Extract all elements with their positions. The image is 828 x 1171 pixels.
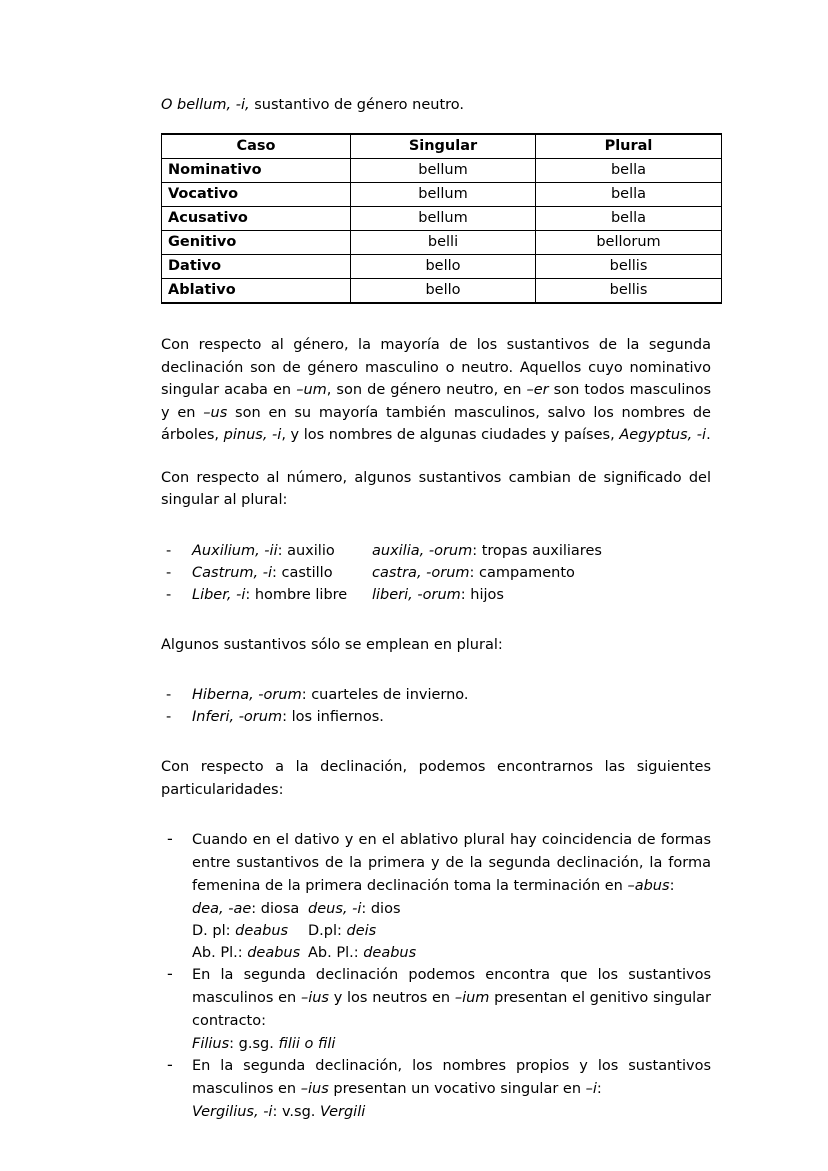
column-header-plural: Plural <box>536 134 722 159</box>
cell-caso: Ablativo <box>162 279 351 304</box>
gender-text-4: son en su mayoría también masculinos, salvo los nombres de árboles, <box>161 404 711 443</box>
particularities-list <box>161 829 711 1123</box>
gloss: : dios <box>361 901 401 917</box>
italic-ius: –ius <box>300 1081 329 1097</box>
example-line <box>192 1033 711 1055</box>
latin-form: deis <box>346 923 377 939</box>
table-row <box>162 159 722 183</box>
list-item-content <box>192 709 384 725</box>
gloss: : hombre libre <box>245 586 348 603</box>
intro-rest: sustantivo de género neutro. <box>249 97 465 113</box>
cell-plural: bella <box>536 207 722 231</box>
gloss: : campamento <box>469 564 575 581</box>
cell-caso: Genitivo <box>162 231 351 255</box>
text-part-1: Cuando en el dativo y en el ablativo plural hay coincidencia de formas entre sustantivos de la primera y de la segunda declinación, la forma femenina de la primera declinación toma la terminación en <box>192 832 711 894</box>
list-item <box>161 562 711 584</box>
plural-only-list <box>161 684 711 728</box>
latin-term: castra, -orum <box>372 564 470 581</box>
spacer <box>161 742 711 756</box>
singular-entry <box>192 562 372 584</box>
intro-italic-term: O bellum, -i, <box>161 97 250 113</box>
latin-term: dea, -ae <box>192 901 252 917</box>
example-line <box>192 1101 711 1123</box>
column-header-singular: Singular <box>351 134 536 159</box>
plural-entry <box>372 562 575 584</box>
latin-term: deus, -i <box>308 901 362 917</box>
cell-caso: Nominativo <box>162 159 351 183</box>
text-part-2: : <box>669 878 675 894</box>
cell-plural: bellis <box>536 279 722 304</box>
latin-term: Castrum, -i <box>192 564 273 581</box>
example-line <box>192 898 711 920</box>
cell-caso: Vocativo <box>162 183 351 207</box>
italic-ius: –ius <box>300 990 329 1006</box>
cell-singular: bello <box>351 279 536 304</box>
list-item-body <box>192 1055 711 1101</box>
cell-plural: bellis <box>536 255 722 279</box>
gender-italic-um: –um <box>296 382 327 398</box>
dash-bullet: - <box>166 687 172 703</box>
gender-italic-us: –us <box>203 404 228 421</box>
gloss: : hijos <box>460 586 504 603</box>
table-row <box>162 279 722 304</box>
declension-table <box>161 133 722 304</box>
number-change-list <box>161 540 711 606</box>
intro-line <box>161 96 711 115</box>
list-item-content <box>192 562 711 584</box>
document-page <box>161 96 711 1123</box>
latin-term: liberi, -orum <box>372 586 461 603</box>
list-item <box>161 540 711 562</box>
latin-term: Auxilium, -ii <box>192 542 278 559</box>
italic-abus: –abus <box>627 878 670 894</box>
text-part-3: presentan el genitivo singular contracto: <box>192 990 712 1029</box>
text-part-2: y los neutros en <box>329 990 455 1006</box>
example-line <box>192 920 711 942</box>
singular-entry <box>192 584 372 606</box>
latin-term: Vergilius, -i <box>192 1104 273 1120</box>
latin-form: deabus <box>235 923 289 939</box>
paragraph-plural-only: Algunos sustantivos sólo se emplean en plural: <box>161 636 503 653</box>
cell-plural: bella <box>536 159 722 183</box>
dash-bullet: - <box>166 564 172 581</box>
text-part-3: : <box>596 1081 602 1097</box>
cell-singular: bellum <box>351 207 536 231</box>
list-item <box>161 584 711 606</box>
dash-bullet: - <box>166 586 172 603</box>
gender-italic-aegyptus: Aegyptus, -i <box>619 427 707 443</box>
example-line <box>192 942 711 964</box>
cell-plural: bellorum <box>536 231 722 255</box>
list-item-body <box>192 964 711 1033</box>
italic-ium: –ium <box>454 990 490 1006</box>
cell-caso: Dativo <box>162 255 351 279</box>
italic-i: –i <box>585 1081 597 1097</box>
spacer <box>161 670 711 684</box>
list-item <box>161 829 711 964</box>
gloss: : diosa <box>251 901 300 917</box>
table-row <box>162 207 722 231</box>
gloss: : v.sg. <box>272 1104 321 1120</box>
spacer <box>161 526 711 540</box>
case-label: Ab. Pl.: <box>192 945 248 961</box>
latin-term: auxilia, -orum <box>372 542 473 559</box>
case-label: D. pl: <box>192 923 236 939</box>
singular-entry <box>192 540 372 562</box>
paragraph-gender <box>161 334 711 447</box>
paragraph-number: Con respecto al número, algunos sustantivos cambian de significado del singular al plural: <box>161 469 711 508</box>
column-header-caso: Caso <box>162 134 351 159</box>
cell-singular: belli <box>351 231 536 255</box>
list-item <box>161 1055 711 1123</box>
latin-term: Hiberna, -orum <box>192 687 302 703</box>
table-row <box>162 255 722 279</box>
example-left <box>192 920 308 942</box>
example-right <box>308 920 376 942</box>
gloss: : g.sg. <box>229 1036 279 1052</box>
latin-form: deabus <box>247 945 301 961</box>
gloss: : castillo <box>272 564 333 581</box>
plural-entry <box>372 584 504 606</box>
gender-text-6: . <box>706 427 711 443</box>
list-item <box>161 706 711 728</box>
case-label: D.pl: <box>308 923 347 939</box>
cell-singular: bello <box>351 255 536 279</box>
text-part-2: presentan un vocativo singular en <box>328 1081 586 1097</box>
gender-text-2: , son de género neutro, en <box>326 382 527 398</box>
text-part-1: En la segunda declinación, los nombres propios y los sustantivos masculinos en <box>192 1058 711 1097</box>
gloss: : cuarteles de invierno. <box>301 687 469 703</box>
gloss: : auxilio <box>277 542 335 559</box>
example-right <box>308 942 416 964</box>
example-left <box>192 898 308 920</box>
table-row <box>162 231 722 255</box>
dash-bullet: - <box>167 829 173 848</box>
latin-form: Vergili <box>320 1104 366 1120</box>
example-right <box>308 898 401 920</box>
cell-caso: Acusativo <box>162 207 351 231</box>
latin-form: filii o fili <box>278 1036 336 1052</box>
list-item-content <box>192 584 711 606</box>
list-item-body <box>192 829 711 898</box>
spacer <box>161 815 711 829</box>
table-row <box>162 183 722 207</box>
gender-italic-er: –er <box>526 382 549 398</box>
dash-bullet: - <box>166 709 172 725</box>
example-left <box>192 942 308 964</box>
list-item-content <box>192 540 711 562</box>
plural-entry <box>372 540 602 562</box>
table-header-row <box>162 134 722 159</box>
latin-term: Filius <box>192 1036 230 1052</box>
latin-form: deabus <box>363 945 417 961</box>
gloss: : tropas auxiliares <box>472 542 602 559</box>
paragraph-declension: Con respecto a la declinación, podemos encontrarnos las siguientes particularidades: <box>161 759 711 798</box>
list-item <box>161 964 711 1055</box>
list-item-content <box>192 687 469 703</box>
list-item <box>161 684 711 706</box>
spacer <box>161 620 711 634</box>
cell-plural: bella <box>536 183 722 207</box>
gender-italic-pinus: pinus, -i <box>223 427 282 443</box>
latin-term: Liber, -i <box>192 586 246 603</box>
gender-text-3: son todos masculinos y en <box>161 382 711 421</box>
cell-singular: bellum <box>351 159 536 183</box>
gloss: : los infiernos. <box>282 709 384 725</box>
latin-term: Inferi, -orum <box>192 709 283 725</box>
gender-text-5: , y los nombres de algunas ciudades y países, <box>281 427 620 443</box>
case-label: Ab. Pl.: <box>308 945 364 961</box>
dash-bullet: - <box>167 964 173 983</box>
dash-bullet: - <box>166 542 172 559</box>
dash-bullet: - <box>167 1055 173 1074</box>
gender-text-1: Con respecto al género, la mayoría de los sustantivos de la segunda declinación son de género masculino o neutro. Aquellos cuyo nominativo singular acaba en <box>161 337 711 398</box>
text-part-1: En la segunda declinación podemos encontra que los sustantivos masculinos en <box>192 967 711 1006</box>
cell-singular: bellum <box>351 183 536 207</box>
